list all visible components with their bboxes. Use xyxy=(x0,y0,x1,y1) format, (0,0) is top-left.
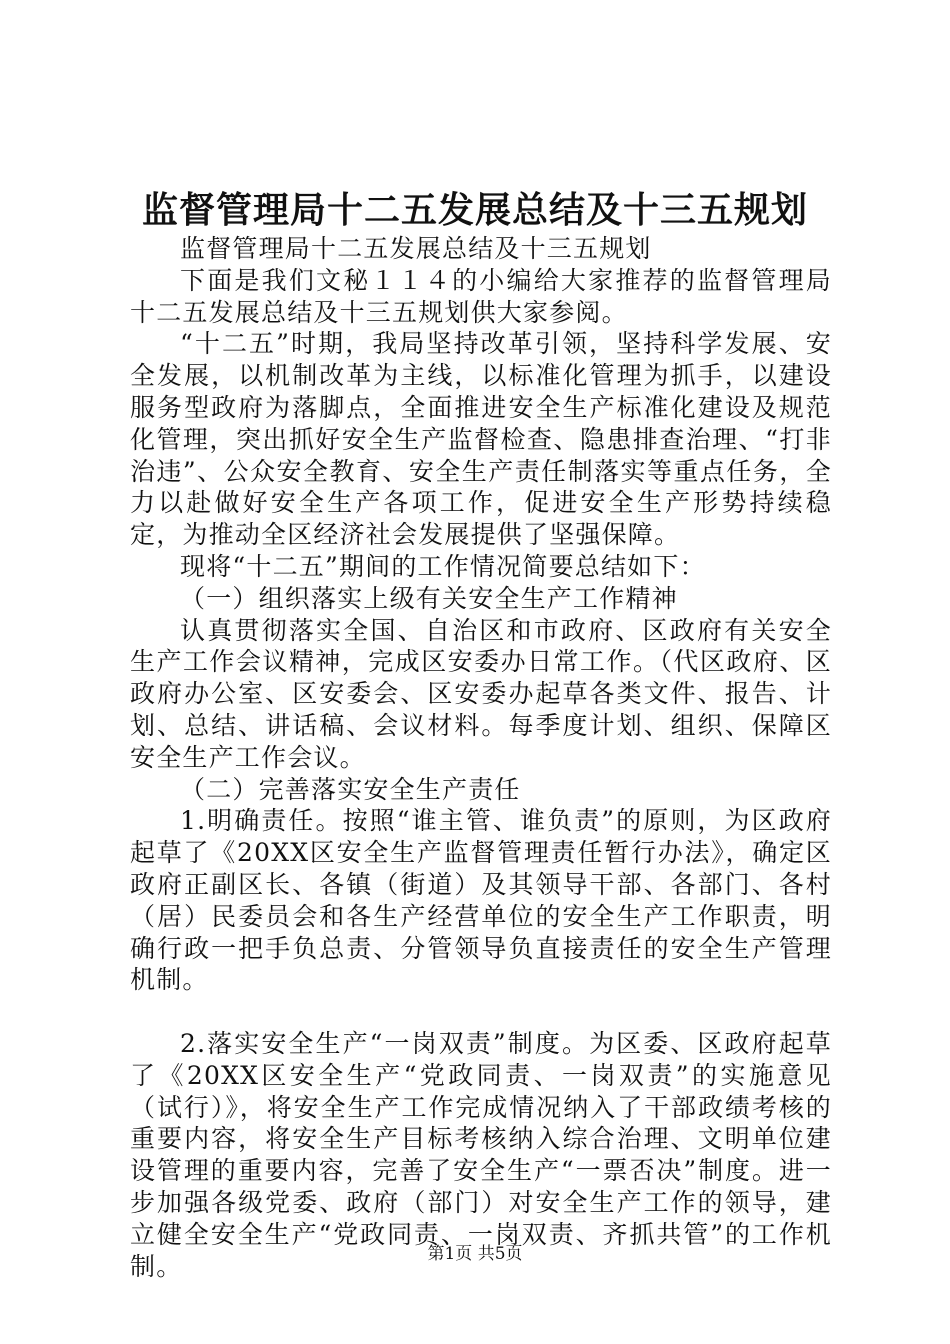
paragraph-item-2: 2.落实安全生产“一岗双责”制度。为区委、区政府起草了《20XX区安全生产“党政同责、一岗双责”的实施意见（试行）》，将安全生产工作完成情况纳入了干部政绩考核的重要内容，将安全生产目标考核纳入综合治理、文明单位建设管理的重要内容，完善了安全生产“一票否决”制度。进一步加强各级党委、政府（部门）对安全生产工作的领导，建立健全安全生产“党政同责、一岗双责、齐抓共管”的工作机制。 xyxy=(130,1028,832,1281)
document-title: 监督管理局十二五发展总结及十三五规划 xyxy=(141,189,808,231)
paragraph-item-1: 1.明确责任。按照“谁主管、谁负责”的原则，为区政府起草了《20XX区安全生产监督管理责任暂行办法》，确定区政府正副区长、各镇（街道）及其领导干部、各部门、各村（居）民委员会和各生产经营单位的安全生产工作职责，明确行政一把手负总责、分管领导负直接责任的安全生产管理机制。 xyxy=(130,806,832,995)
paragraph-intro: 下面是我们文秘１１４的小编给大家推荐的监督管理局十二五发展总结及十三五规划供大家参阅。 xyxy=(130,265,832,327)
paragraph-overview: “十二五”时期，我局坚持改革引领，坚持科学发展、安全发展，以机制改革为主线，以标准化管理为抓手，以建设服务型政府为落脚点，全面推进安全生产标准化建设及规范化管理，突出抓好安全生产监督检查、隐患排查治理、“打非治违”、公众安全教育、安全生产责任制落实等重点任务，全力以赴做好安全生产各项工作，促进安全生产形势持续稳定，为推动全区经济社会发展提供了坚强保障。 xyxy=(130,329,832,550)
paragraph-section-1: 认真贯彻落实全国、自治区和市政府、区政府有关安全生产工作会议精神，完成区安委办日常工作。（代区政府、区政府办公室、区安委会、区安委办起草各类文件、报告、计划、总结、讲话稿、会议材料。每季度计划、组织、保障区安全生产工作会议。 xyxy=(130,615,832,772)
document-body xyxy=(130,233,832,1282)
section-heading-2: （二）完善落实安全生产责任 xyxy=(180,774,521,804)
paragraph-subtitle: 监督管理局十二五发展总结及十三五规划 xyxy=(180,234,652,263)
paragraph-summary-lead: 现将“十二五”期间的工作情况简要总结如下： xyxy=(180,551,706,581)
page-number-footer: 第1页 共5页 xyxy=(427,1244,523,1264)
section-heading-1: （一）组织落实上级有关安全生产工作精神 xyxy=(180,583,678,613)
